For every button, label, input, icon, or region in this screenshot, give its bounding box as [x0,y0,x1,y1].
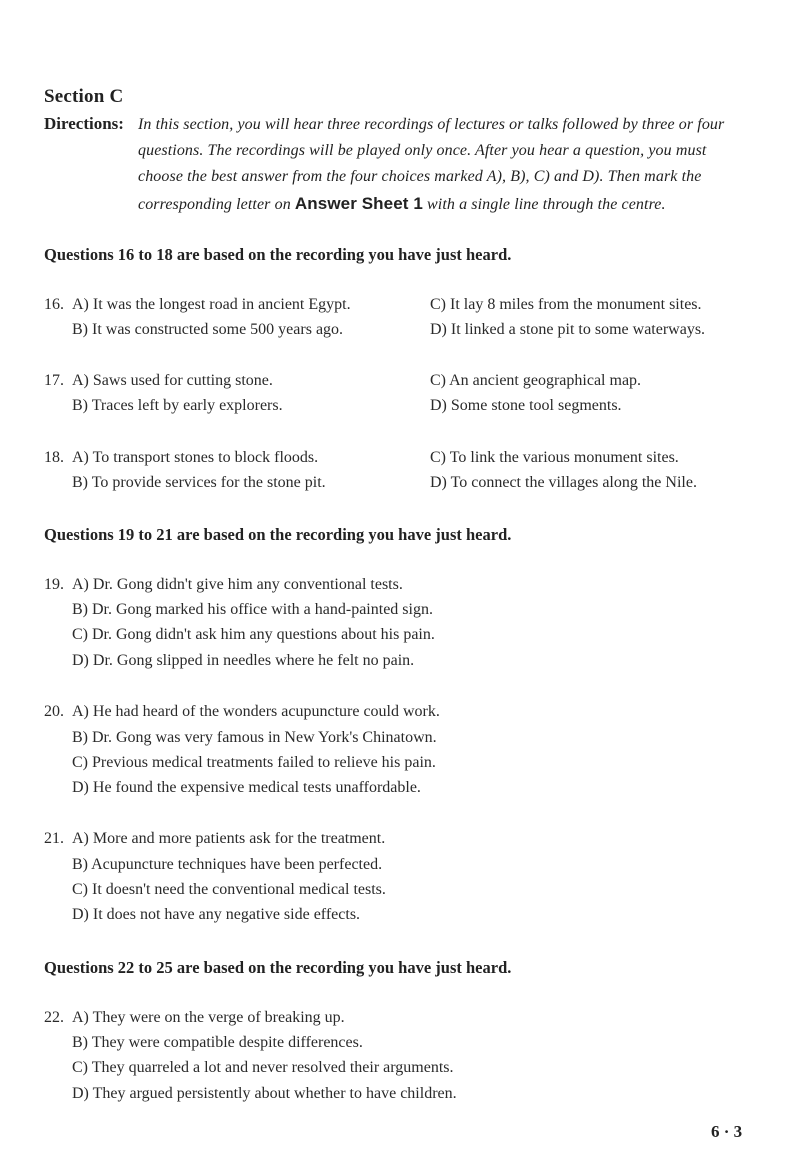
option-a: A) It was the longest road in ancient Egypt. [72,296,351,313]
option-a: A) More and more patients ask for the treatment. [72,830,386,847]
option-d: D) To connect the villages along the Nile. [430,474,697,491]
question-number: 20. [44,703,64,720]
option-d: D) Some stone tool segments. [430,397,622,414]
group2-heading: Questions 19 to 21 are based on the recording you have just heard. [44,525,512,544]
directions-line-1: In this section, you will hear three recordings of lectures or talks followed by three or four [138,116,725,133]
question-number: 19. [44,576,64,593]
question-number: 22. [44,1009,64,1026]
option-c: C) Dr. Gong didn't ask him any questions about his pain. [72,626,435,643]
group3-heading: Questions 22 to 25 are based on the recording you have just heard. [44,958,512,977]
directions-line-4-after: with a single line through the centre. [422,196,666,213]
option-b: B) Traces left by early explorers. [72,397,283,414]
option-a: A) He had heard of the wonders acupuncture could work. [72,703,440,720]
directions-label-text: Directions [44,114,119,133]
option-d: D) Dr. Gong slipped in needles where he felt no pain. [72,652,415,669]
page-number: 6 · 3 [711,1122,743,1141]
option-c: C) An ancient geographical map. [430,372,642,389]
option-c: C) Previous medical treatments failed to relieve his pain. [72,754,436,771]
option-d: D) It does not have any negative side effects. [72,906,361,923]
directions-line-3: choose the best answer from the four choices marked A), B), C) and D). Then mark the [138,168,702,185]
option-b: B) Dr. Gong was very famous in New York's Chinatown. [72,729,437,746]
question-number: 18. [44,449,64,466]
option-b: B) To provide services for the stone pit. [72,474,326,491]
option-a: A) Saws used for cutting stone. [72,372,273,389]
directions-colon: : [118,114,124,133]
directions-line-2: questions. The recordings will be played only once. After you hear a question, you must [138,142,707,159]
option-c: C) It lay 8 miles from the monument sites. [430,296,702,313]
option-d: D) They argued persistently about whether to have children. [72,1085,457,1102]
section-title: Section C [44,86,124,107]
option-c: C) To link the various monument sites. [430,449,679,466]
option-c: C) They quarreled a lot and never resolved their arguments. [72,1059,454,1076]
answer-sheet-label: Answer Sheet 1 [294,194,423,213]
option-a: A) To transport stones to block floods. [72,449,319,466]
question-number: 21. [44,830,64,847]
question-number: 17. [44,372,64,389]
option-d: D) He found the expensive medical tests unaffordable. [72,779,421,796]
group1-heading: Questions 16 to 18 are based on the recording you have just heard. [44,245,512,264]
option-a: A) They were on the verge of breaking up. [72,1009,345,1026]
directions-label [44,114,124,134]
option-b: B) They were compatible despite differences. [72,1034,363,1051]
option-b: B) It was constructed some 500 years ago. [72,321,344,338]
option-c: C) It doesn't need the conventional medical tests. [72,881,386,898]
option-d: D) It linked a stone pit to some waterways. [430,321,706,338]
directions-line-4-before: corresponding letter on [138,196,295,213]
directions-line-4 [138,194,666,214]
option-a: A) Dr. Gong didn't give him any conventional tests. [72,576,403,593]
option-b: B) Acupuncture techniques have been perfected. [72,856,383,873]
question-number: 16. [44,296,64,313]
option-b: B) Dr. Gong marked his office with a hand-painted sign. [72,601,433,618]
